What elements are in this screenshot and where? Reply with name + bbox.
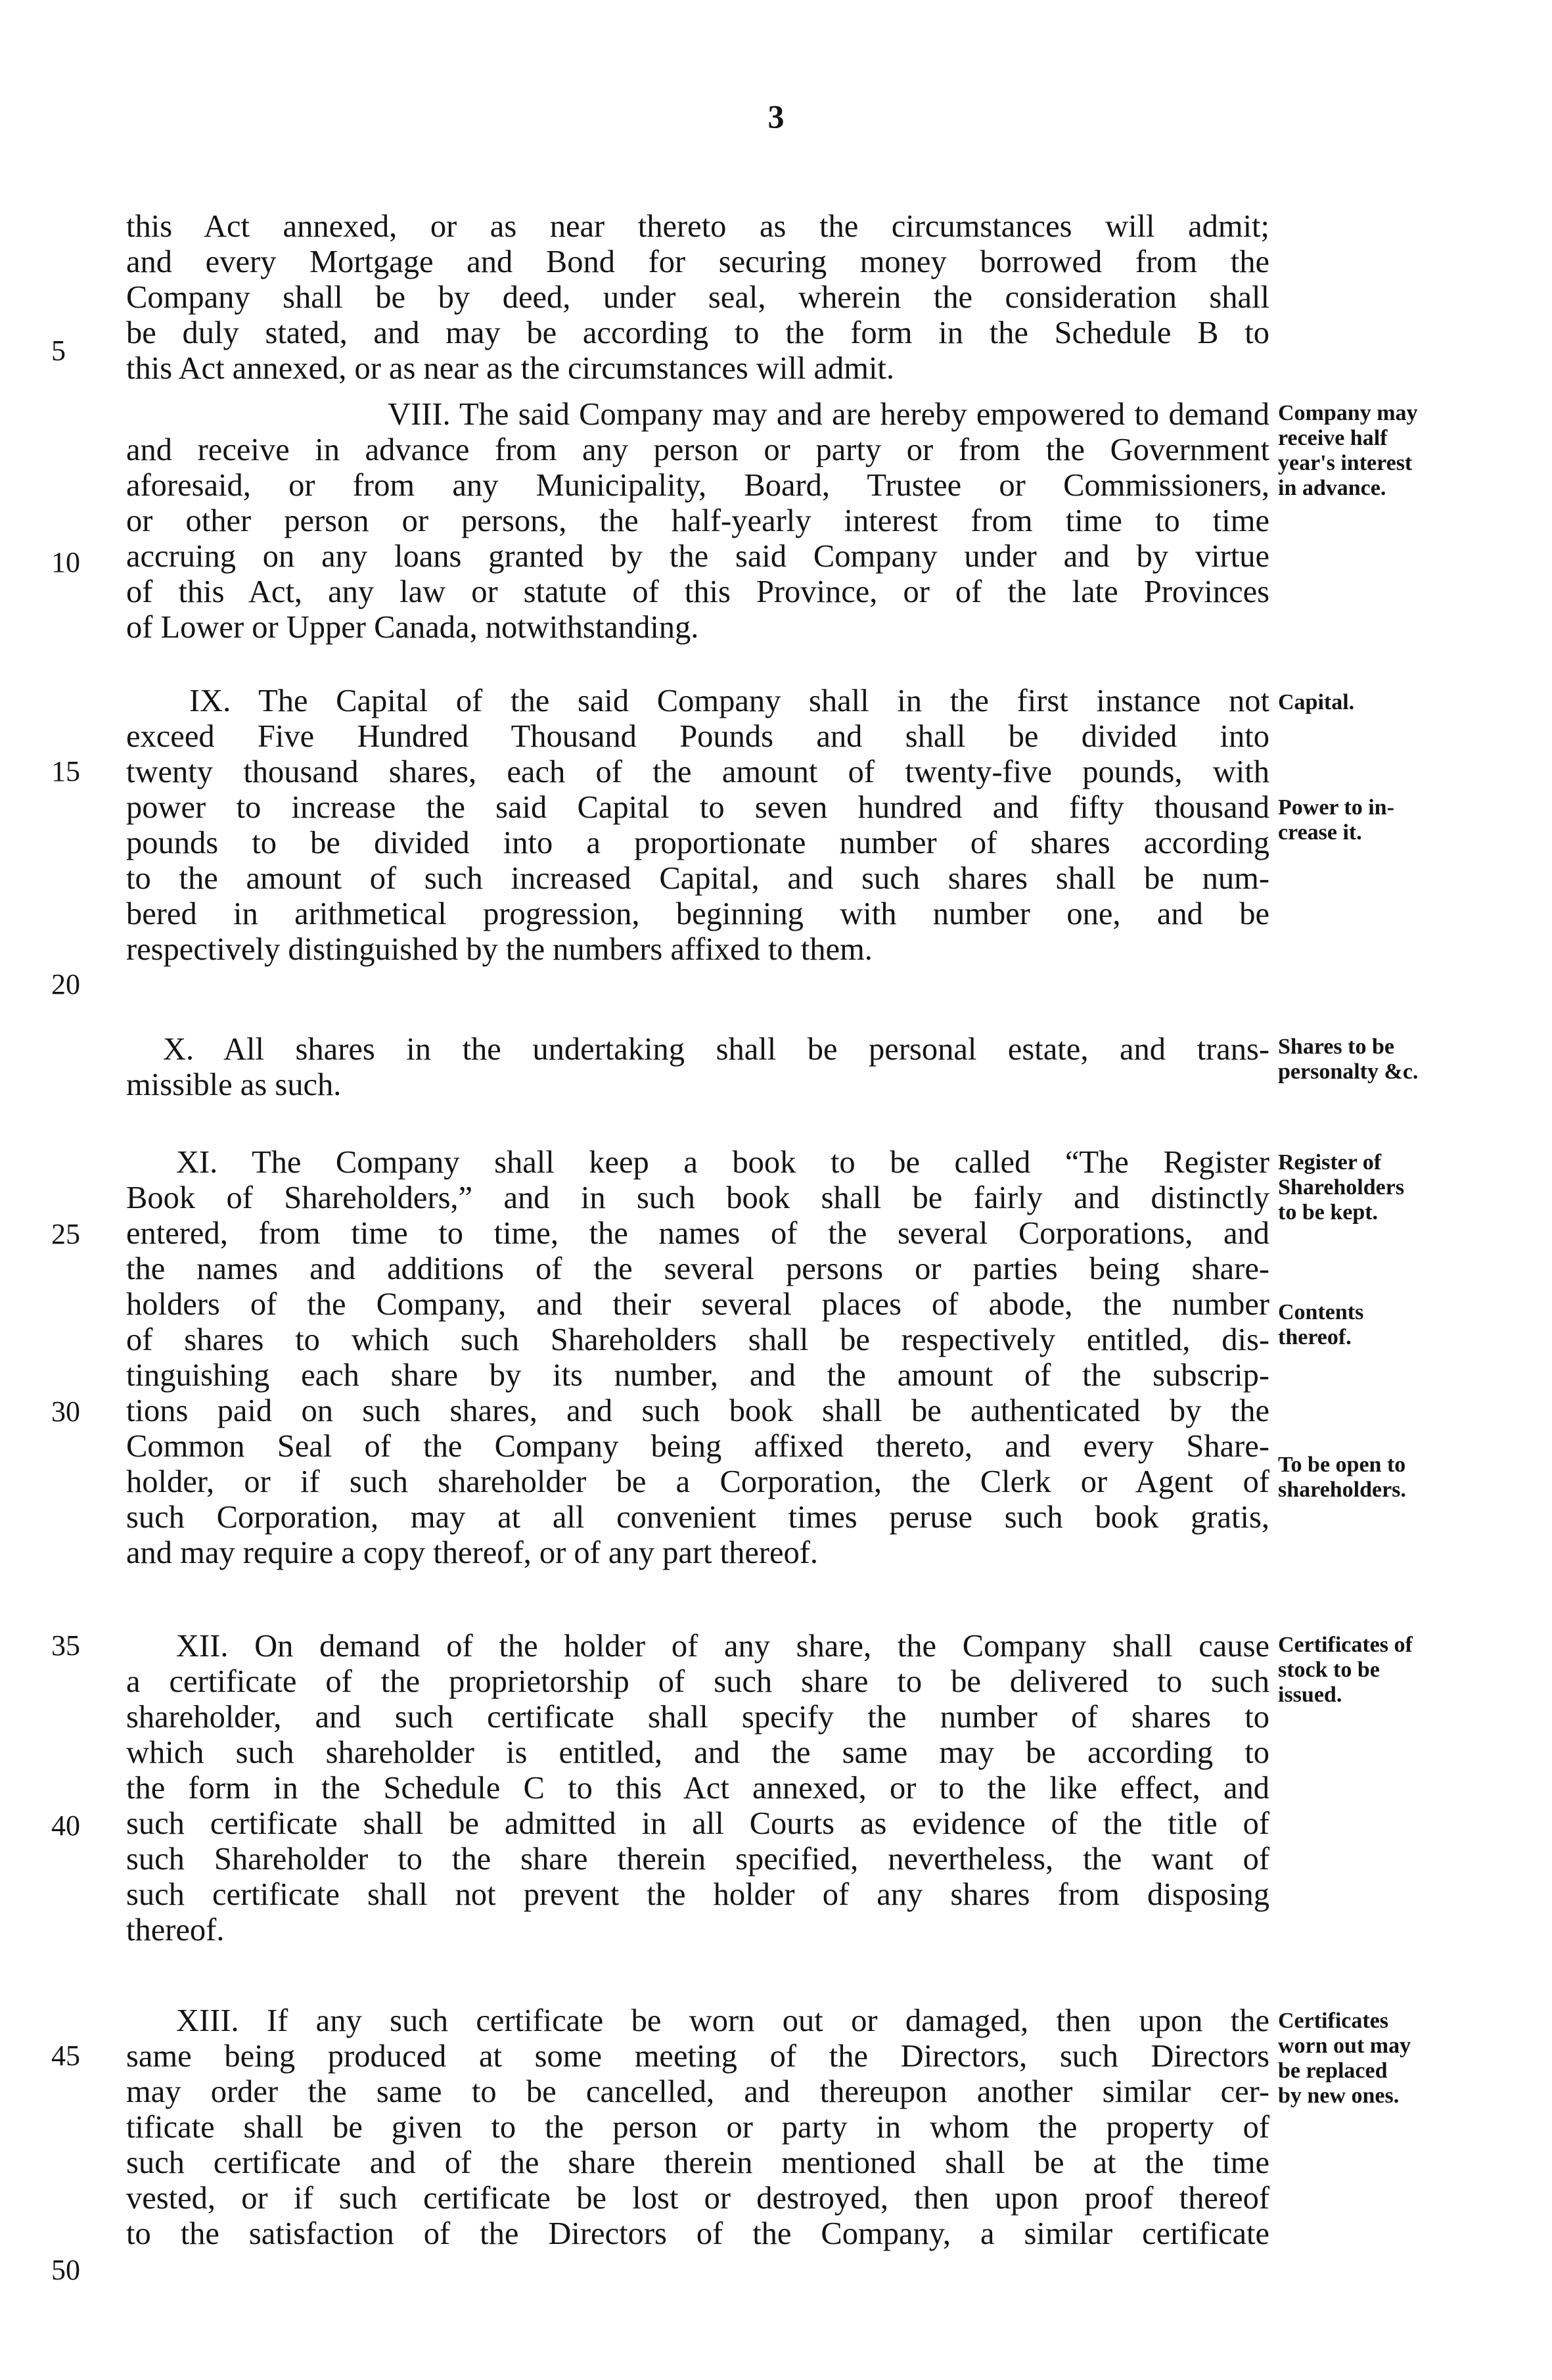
text-line: tinguishing each share by its number, and the amount of the subscrip- bbox=[126, 1358, 1269, 1393]
text-line: thereof. bbox=[126, 1913, 225, 1948]
margin-note-line: issued. bbox=[1278, 1683, 1342, 1707]
text-line: be duly stated, and may be according to the form in the Schedule B to bbox=[126, 315, 1269, 350]
text-line: missible as such. bbox=[126, 1067, 342, 1102]
section-ix bbox=[126, 684, 1269, 968]
margin-note-line: Register of bbox=[1278, 1150, 1382, 1175]
line-number: 50 bbox=[51, 2254, 80, 2286]
margin-note-line: Capital. bbox=[1278, 690, 1355, 714]
text-line: such certificate shall be admitted in all Courts as evidence of the title of bbox=[126, 1806, 1269, 1841]
text-line: aforesaid, or from any Municipality, Board, Trustee or Commissioners, bbox=[126, 468, 1269, 503]
text-line: to the amount of such increased Capital, and such shares shall be num- bbox=[126, 861, 1269, 896]
line-number: 40 bbox=[51, 1809, 80, 1842]
text-line: tificate shall be given to the person or party in whom the property of bbox=[126, 2110, 1269, 2145]
text-line: bered in arithmetical progression, beginning with number one, and be bbox=[126, 897, 1269, 931]
margin-note-line: year's interest bbox=[1278, 451, 1413, 475]
text-line: and receive in advance from any person or party or from the Government bbox=[126, 432, 1269, 467]
margin-note-line: Shareholders bbox=[1278, 1175, 1405, 1200]
text-line: which such shareholder is entitled, and the same may be according to bbox=[126, 1735, 1269, 1770]
line-number: 20 bbox=[51, 968, 80, 1000]
text-line: or other person or persons, the half-yearly interest from time to time bbox=[126, 503, 1269, 538]
text-line: the form in the Schedule C to this Act annexed, or to the like effect, and bbox=[126, 1771, 1269, 1806]
margin-note-line: Company may bbox=[1278, 401, 1418, 425]
text-line: accruing on any loans granted by the said Company under and by virtue bbox=[126, 539, 1269, 574]
text-line: shareholder, and such certificate shall specify the number of shares to bbox=[126, 1700, 1269, 1735]
text-line: X. All shares in the undertaking shall be personal estate, and trans- bbox=[163, 1032, 1269, 1067]
section-xi bbox=[126, 1145, 1269, 1571]
text-line: XII. On demand of the holder of any share, the Company shall cause bbox=[176, 1629, 1269, 1664]
margin-note-line: receive half bbox=[1278, 426, 1388, 450]
margin-note-line: thereof. bbox=[1278, 1325, 1352, 1349]
text-line: Company shall be by deed, under seal, wherein the consideration shall bbox=[126, 280, 1269, 315]
text-line: the names and additions of the several persons or parties being share- bbox=[126, 1251, 1269, 1286]
margin-note-shares-personalty bbox=[1278, 1035, 1495, 1085]
line-number: 15 bbox=[51, 755, 80, 787]
text-line: power to increase the said Capital to seven hundred and fifty thousand bbox=[126, 790, 1269, 825]
margin-note-register bbox=[1278, 1150, 1495, 1225]
text-line: such Corporation, may at all convenient times peruse such book gratis, bbox=[126, 1500, 1269, 1535]
text-line: and may require a copy thereof, or of any part thereof. bbox=[126, 1535, 819, 1570]
text-line: tions paid on such shares, and such book shall be authenticated by the bbox=[126, 1393, 1269, 1428]
text-line: holder, or if such shareholder be a Corporation, the Clerk or Agent of bbox=[126, 1464, 1269, 1499]
text-line: IX. The Capital of the said Company shall in the first instance not bbox=[189, 684, 1269, 718]
text-line: such Shareholder to the share therein specified, nevertheless, the want of bbox=[126, 1842, 1269, 1877]
margin-note-line: to be kept. bbox=[1278, 1200, 1379, 1225]
margin-note-line: personalty &c. bbox=[1278, 1060, 1419, 1084]
margin-note-line: shareholders. bbox=[1278, 1478, 1406, 1502]
margin-note-line: in advance. bbox=[1278, 476, 1386, 500]
margin-note-line: To be open to bbox=[1278, 1453, 1406, 1477]
margin-note-certificates-replaced bbox=[1278, 2009, 1495, 2109]
text-line: such certificate shall not prevent the holder of any shares from disposing bbox=[126, 1877, 1269, 1912]
text-line: holders of the Company, and their several places of abode, the number bbox=[126, 1287, 1269, 1322]
page-number: 3 bbox=[767, 98, 785, 135]
paragraph-schedule-b bbox=[126, 209, 1269, 386]
text-line: this Act annexed, or as near thereto as the circumstances will admit; bbox=[126, 209, 1269, 244]
text-line: XIII. If any such certificate be worn out or damaged, then upon the bbox=[176, 2003, 1269, 2038]
line-number: 45 bbox=[51, 2040, 80, 2072]
margin-note-certificates-issued bbox=[1278, 1633, 1495, 1708]
text-line: Book of Shareholders,” and in such book shall be fairly and distinctly bbox=[126, 1180, 1269, 1215]
margin-note-line: stock to be bbox=[1278, 1658, 1380, 1682]
margin-note-line: Contents bbox=[1278, 1300, 1364, 1324]
margin-note-line: crease it. bbox=[1278, 820, 1362, 845]
text-line: a certificate of the proprietorship of such share to be delivered to such bbox=[126, 1664, 1269, 1699]
margin-note-line: Shares to be bbox=[1278, 1035, 1394, 1059]
text-line: this Act annexed, or as near as the circumstances will admit. bbox=[126, 351, 895, 386]
line-number: 10 bbox=[51, 546, 80, 578]
text-line: entered, from time to time, the names of the several Corporations, and bbox=[126, 1216, 1269, 1251]
line-number: 35 bbox=[51, 1629, 80, 1662]
text-line: to the satisfaction of the Directors of the Company, a similar certificate bbox=[126, 2216, 1269, 2251]
margin-note-contents bbox=[1278, 1300, 1495, 1350]
margin-note-line: by new ones. bbox=[1278, 2084, 1400, 2108]
text-line: VIII. The said Company may and are hereby empowered to demand bbox=[388, 397, 1269, 432]
text-line: XI. The Company shall keep a book to be called “The Register bbox=[176, 1145, 1269, 1180]
line-number: 25 bbox=[51, 1218, 80, 1250]
margin-note-line: Power to in- bbox=[1278, 795, 1394, 820]
text-line: respectively distinguished by the numbers affixed to them. bbox=[126, 932, 873, 967]
text-line: vested, or if such certificate be lost or destroyed, then upon proof thereof bbox=[126, 2181, 1269, 2216]
margin-note-power-to-increase bbox=[1278, 795, 1495, 845]
section-x bbox=[126, 1032, 1269, 1103]
margin-note-line: Certificates bbox=[1278, 2009, 1389, 2033]
text-line: such certificate and of the share therein mentioned shall be at the time bbox=[126, 2145, 1269, 2180]
text-line: of Lower or Upper Canada, notwithstanding. bbox=[126, 610, 699, 645]
section-xiii bbox=[126, 2003, 1269, 2252]
line-number: 30 bbox=[51, 1395, 80, 1428]
text-line: and every Mortgage and Bond for securing money borrowed from the bbox=[126, 245, 1269, 279]
margin-note-capital bbox=[1278, 690, 1495, 715]
text-line: same being produced at some meeting of the Directors, such Directors bbox=[126, 2039, 1269, 2074]
line-number: 5 bbox=[51, 335, 66, 367]
section-viii bbox=[126, 397, 1269, 645]
section-xii bbox=[126, 1629, 1269, 1948]
text-line: twenty thousand shares, each of the amount of twenty-five pounds, with bbox=[126, 755, 1269, 789]
margin-note-line: worn out may bbox=[1278, 2034, 1411, 2058]
text-line: Common Seal of the Company being affixed thereto, and every Share- bbox=[126, 1429, 1269, 1464]
text-line: pounds to be divided into a proportionate number of shares according bbox=[126, 826, 1269, 860]
margin-note-line: Certificates of bbox=[1278, 1633, 1413, 1657]
text-line: of shares to which such Shareholders shall be respectively entitled, dis- bbox=[126, 1322, 1269, 1357]
text-line: may order the same to be cancelled, and thereupon another similar cer- bbox=[126, 2074, 1269, 2109]
text-line: exceed Five Hundred Thousand Pounds and shall be divided into bbox=[126, 719, 1269, 754]
margin-note-line: be replaced bbox=[1278, 2059, 1388, 2083]
margin-note-half-year-interest bbox=[1278, 401, 1495, 501]
margin-note-open-to-shareholders bbox=[1278, 1453, 1495, 1503]
text-line: of this Act, any law or statute of this Province, or of the late Provinces bbox=[126, 574, 1269, 609]
